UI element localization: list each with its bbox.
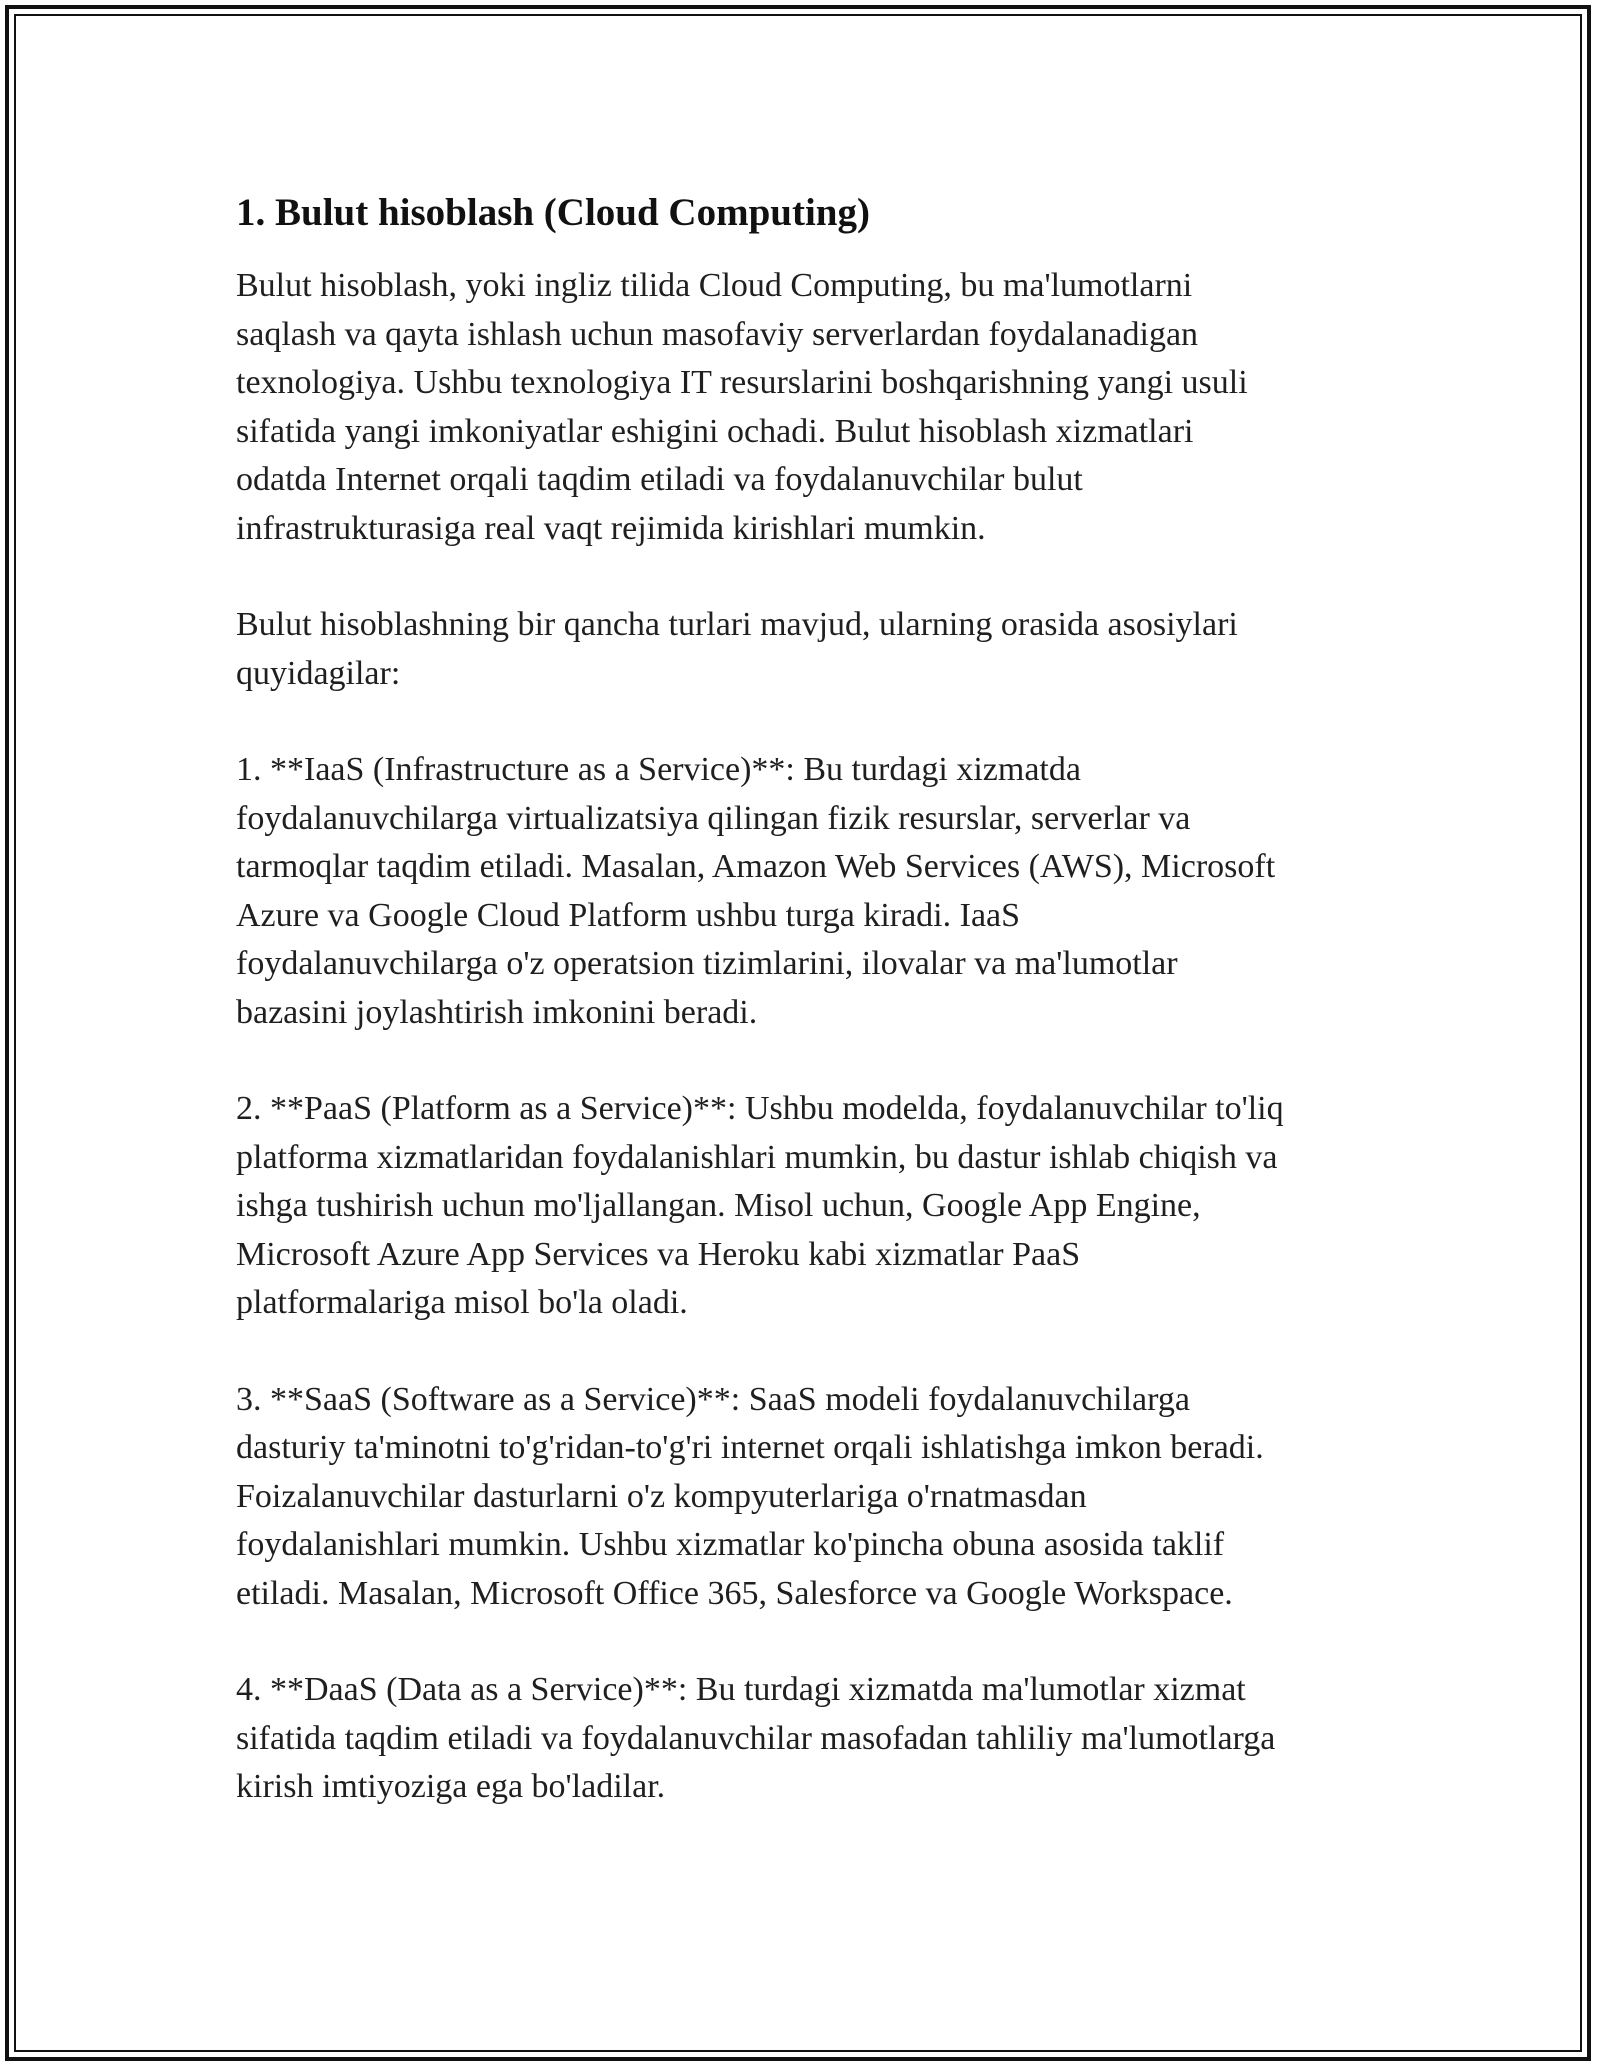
paragraph-line: platforma xizmatlaridan foydalanishlari mumkin, bu dastur ishlab chiqish va xyxy=(236,1138,1278,1176)
paragraph xyxy=(236,1376,1376,1619)
paragraph-line: dasturiy ta'minotni to'g'ridan-to'g'ri internet orqali ishlatishga imkon beradi. xyxy=(236,1429,1264,1466)
paragraph-line: Bulut hisoblashning bir qancha turlari mavjud, ularning orasida asosiylari xyxy=(236,606,1238,643)
document-title: 1. Bulut hisoblash (Cloud Computing) xyxy=(236,191,870,234)
paragraph-line: 4. **DaaS (Data as a Service)**: Bu turdagi xizmatda ma'lumotlar xizmat xyxy=(236,1671,1246,1708)
paragraph-line: 3. **SaaS (Software as a Service)**: SaaS modeli foydalanuvchilarga xyxy=(236,1380,1190,1418)
paragraph-line: bazasini joylashtirish imkonini beradi. xyxy=(236,993,758,1031)
paragraph xyxy=(236,262,1376,553)
paragraph-line: sifatida yangi imkoniyatlar eshigini ochadi. Bulut hisoblash xizmatlari xyxy=(236,412,1194,450)
paragraph-line: Microsoft Azure App Services va Heroku kabi xizmatlar PaaS xyxy=(236,1235,1081,1273)
paragraph-line: kirish imtiyoziga ega bo'ladilar. xyxy=(236,1768,666,1805)
paragraph-line: foydalanuvchilarga o'z operatsion tizimlarini, ilovalar va ma'lumotlar xyxy=(236,945,1178,982)
paragraph xyxy=(236,601,1376,698)
paragraph-line: platformalariga misol bo'la oladi. xyxy=(236,1284,688,1321)
paragraph xyxy=(236,1085,1376,1328)
paragraph xyxy=(236,746,1376,1037)
paragraph-line: etiladi. Masalan, Microsoft Office 365, Salesforce va Google Workspace. xyxy=(236,1574,1233,1612)
paragraph-list xyxy=(236,262,1376,1812)
paragraph-line: 1. **IaaS (Infrastructure as a Service)**: Bu turdagi xizmatda xyxy=(236,751,1081,788)
paragraph-line: texnologiya. Ushbu texnologiya IT resurslarini boshqarishning yangi usuli xyxy=(236,364,1248,401)
paragraph-line: Foizalanuvchilar dasturlarni o'z kompyuterlariga o'rnatmasdan xyxy=(236,1477,1087,1515)
paragraph-line: Bulut hisoblash, yoki ingliz tilida Cloud Computing, bu ma'lumotlarni xyxy=(236,267,1193,304)
paragraph-line: quyidagilar: xyxy=(236,654,401,692)
paragraph-line: odatda Internet orqali taqdim etiladi va foydalanuvchilar bulut xyxy=(236,461,1083,498)
document-body xyxy=(236,188,1376,1812)
paragraph-line: tarmoqlar taqdim etiladi. Masalan, Amazon Web Services (AWS), Microsoft xyxy=(236,848,1276,885)
paragraph-line: infrastrukturasiga real vaqt rejimida kirishlari mumkin. xyxy=(236,509,986,547)
paragraph-line: 2. **PaaS (Platform as a Service)**: Ushbu modelda, foydalanuvchilar to'liq xyxy=(236,1090,1284,1127)
paragraph-line: Azure va Google Cloud Platform ushbu turga kiradi. IaaS xyxy=(236,896,1021,934)
paragraph xyxy=(236,1666,1376,1812)
paragraph-line: foydalanuvchilarga virtualizatsiya qilingan fizik resurslar, serverlar va xyxy=(236,799,1191,837)
paragraph-line: foydalanishlari mumkin. Ushbu xizmatlar ko'pincha obuna asosida taklif xyxy=(236,1526,1225,1563)
paragraph-line: sifatida taqdim etiladi va foydalanuvchilar masofadan tahliliy ma'lumotlarga xyxy=(236,1719,1276,1757)
paragraph-line: saqlash va qayta ishlash uchun masofaviy serverlardan foydalanadigan xyxy=(236,315,1199,353)
paragraph-line: ishga tushirish uchun mo'ljallangan. Misol uchun, Google App Engine, xyxy=(236,1187,1201,1224)
